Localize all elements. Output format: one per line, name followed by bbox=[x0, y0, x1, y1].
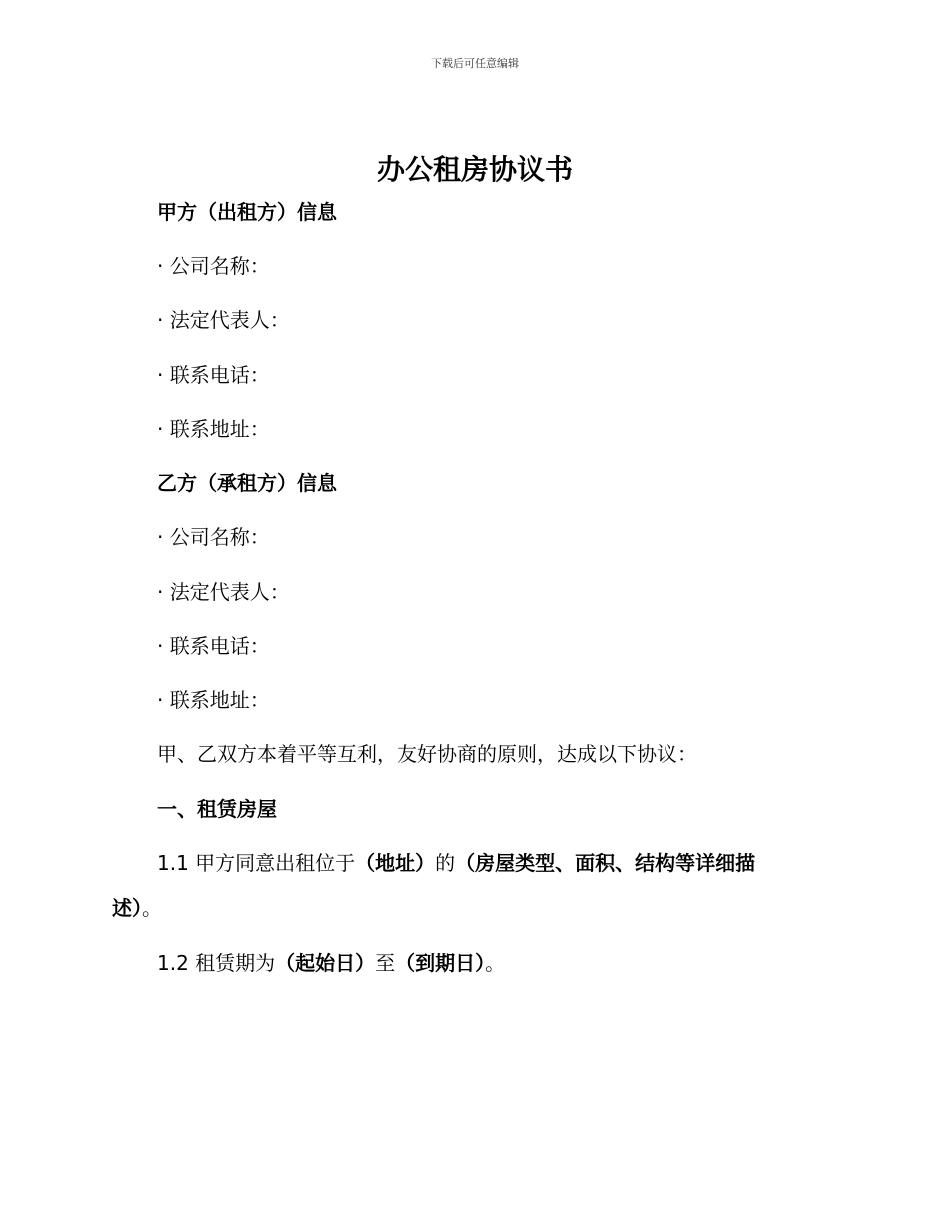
party-a-company-field: · 公司名称： bbox=[157, 254, 270, 278]
clause-1-1-description-placeholder-part2: 述） bbox=[112, 896, 142, 920]
clause-1-2-prefix: 1.2 租赁期为 bbox=[157, 951, 276, 975]
clause-1-2 bbox=[157, 948, 505, 978]
party-b-phone-field: · 联系电话： bbox=[157, 634, 270, 658]
party-b-address-field: · 联系地址： bbox=[157, 688, 270, 712]
party-b-company-field: · 公司名称： bbox=[157, 525, 270, 549]
clause-1-2-to: 至 bbox=[375, 951, 396, 975]
party-a-legal-rep-field: · 法定代表人： bbox=[157, 308, 290, 332]
party-a-phone-field: · 联系电话： bbox=[157, 363, 270, 387]
clause-1-1-prefix: 1.1 甲方同意出租位于 bbox=[157, 851, 356, 875]
header-note: 下载后可任意编辑 bbox=[431, 57, 519, 70]
clause-1-1-end: 。 bbox=[142, 896, 162, 920]
clause-1-1-line-1 bbox=[157, 848, 755, 878]
clause-1-2-start-date-placeholder: （起始日） bbox=[275, 951, 376, 975]
clause-1-1-middle: 的 bbox=[435, 851, 456, 875]
preamble-paragraph: 甲、乙双方本着平等互利，友好协商的原则，达成以下协议： bbox=[157, 742, 697, 766]
document-title: 办公租房协议书 bbox=[376, 153, 573, 186]
clause-1-1-description-placeholder-part1: （房屋类型、面积、结构等详细描 bbox=[455, 851, 756, 875]
party-a-address-field: · 联系地址： bbox=[157, 417, 270, 441]
clause-1-1-line-2 bbox=[112, 893, 162, 923]
clause-1-2-end: 。 bbox=[485, 951, 506, 975]
party-a-heading: 甲方（出租方）信息 bbox=[157, 200, 337, 224]
clause-1-2-end-date-placeholder: （到期日） bbox=[395, 951, 486, 975]
party-b-heading: 乙方（承租方）信息 bbox=[157, 471, 337, 495]
party-b-legal-rep-field: · 法定代表人： bbox=[157, 580, 290, 604]
clause-1-1-location-placeholder: （地址） bbox=[355, 851, 436, 875]
section-1-heading: 一、租赁房屋 bbox=[157, 797, 277, 821]
